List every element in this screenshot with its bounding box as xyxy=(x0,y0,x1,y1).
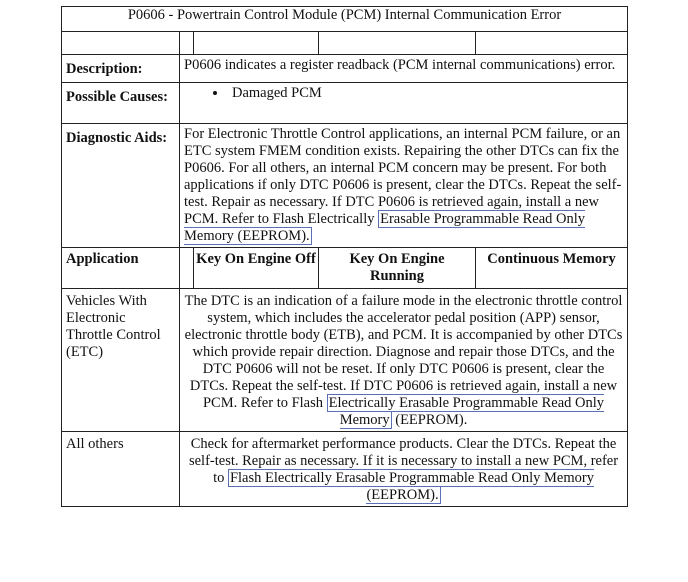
table-row xyxy=(62,432,628,507)
column-header-koer: Key On Engine Running xyxy=(319,248,476,289)
column-header-application: Application xyxy=(62,248,180,289)
diagnostic-aids-row xyxy=(62,124,628,248)
diagnostic-aids-label: Diagnostic Aids: xyxy=(62,124,180,248)
possible-causes-label: Possible Causes: xyxy=(62,83,180,124)
description-row xyxy=(62,55,628,83)
cause-item: • Damaged PCM xyxy=(228,85,623,102)
empty-row xyxy=(62,32,628,55)
causes-list xyxy=(184,85,623,102)
dtc-table xyxy=(61,6,628,507)
table-title: P0606 - Powertrain Control Module (PCM) Internal Communication Error xyxy=(62,7,628,32)
description-label: Description: xyxy=(62,55,180,83)
row-trailing: (EEPROM). xyxy=(391,412,468,428)
eeprom-link[interactable]: Flash Electrically Erasable Programmable Read Only Memory (EEPROM). xyxy=(229,470,594,503)
possible-causes-row xyxy=(62,83,628,124)
column-header-spacer xyxy=(180,248,194,289)
row-text: The DTC is an indication of a failure mode in the electronic throttle control system, which includes the accelerator pedal position (APP) sensor, electronic throttle body (ETB), and PCM. It is accompanied by other DTCs which provide repair direction. Diagnose and repair those DTCs, and the DTC P0606 will not be reset. If only DTC P0606 is present, clear the DTCs. Repeat the self-test. If DTC P0606 is retrieved again, install a new PCM. Refer to Flash xyxy=(184,293,623,411)
diagnostic-aids-cell xyxy=(180,124,628,248)
column-header-row xyxy=(62,248,628,289)
table-row xyxy=(62,289,628,432)
row-text: Check for aftermarket performance products. Clear the DTCs. Repeat the self-test. Repair as necessary. If it is necessary to install a new PCM, refer to xyxy=(188,436,619,486)
diagnostic-aids-text: For Electronic Throttle Control applications, an internal PCM failure, or an ETC system FMEM condition exists. Repairing the other DTCs can fix the P0606. For all others, an internal PCM concern may be present. For both applications if only DTC P0606 is present, clear the DTCs. Repeat the self-test. Repair as necessary. If DTC P0606 is retrieved again, install a new PCM. Refer to Flash Electrically xyxy=(184,126,622,227)
row-text-cell xyxy=(180,289,628,432)
row-application: Vehicles With Electronic Throttle Control (ETC) xyxy=(62,289,180,432)
column-header-koeo: Key On Engine Off xyxy=(194,248,319,289)
column-header-continuous: Continuous Memory xyxy=(476,248,628,289)
row-text-cell xyxy=(180,432,628,507)
eeprom-link[interactable]: Erasable Programmable Read Only Memory (EEPROM). xyxy=(184,211,586,244)
description-text: P0606 indicates a register readback (PCM internal communications) error. xyxy=(180,55,628,83)
possible-causes-cell xyxy=(180,83,628,124)
row-application: All others xyxy=(62,432,180,507)
eeprom-link[interactable]: Electrically Erasable Programmable Read Only Memory xyxy=(328,395,605,428)
